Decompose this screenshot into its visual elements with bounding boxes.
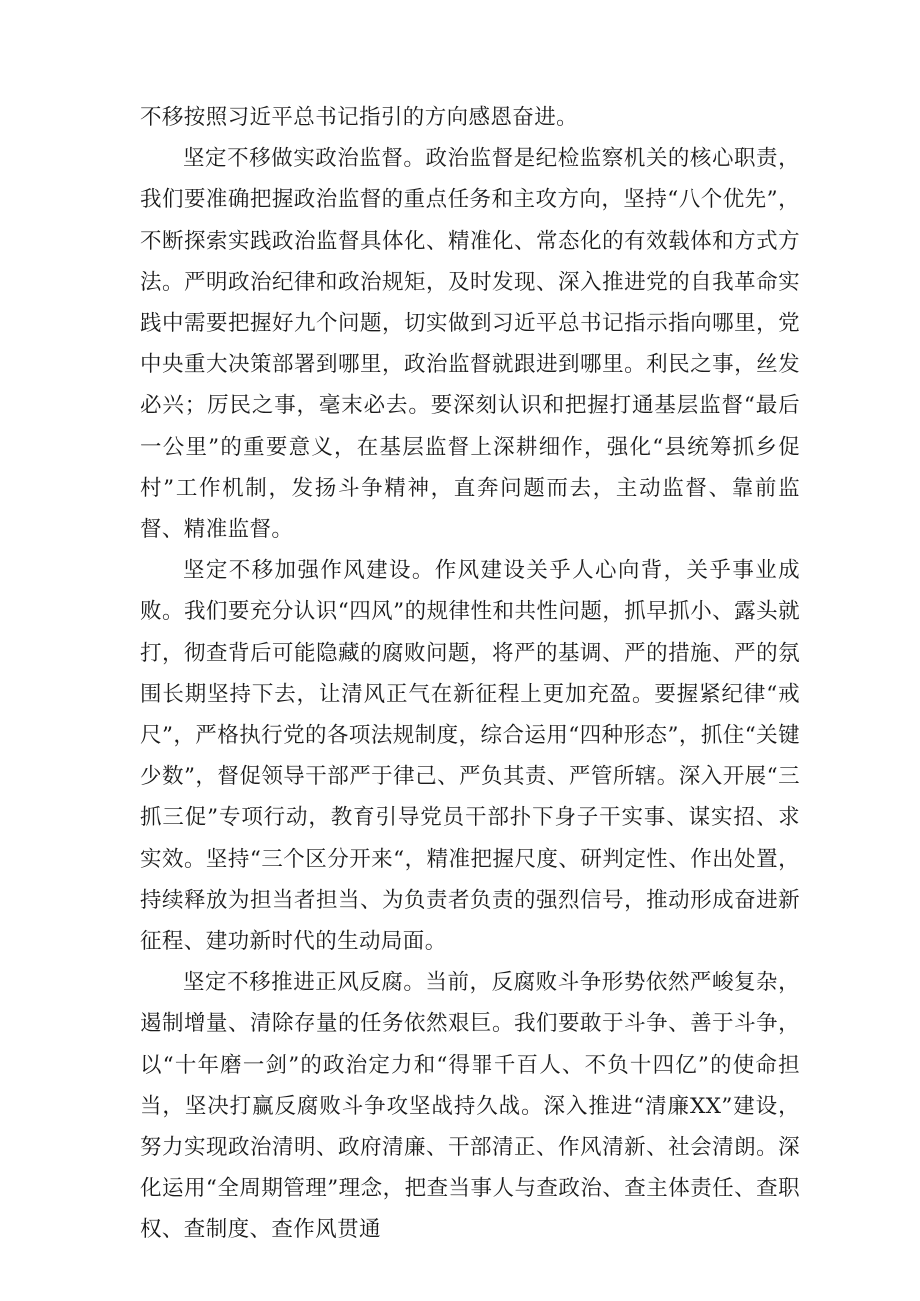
paragraph-political-supervision: 坚定不移做实政治监督。政治监督是纪检监察机关的核心职责，我们要准确把握政治监督的重点任务和主攻方向，坚持“八个优先”，不断探索实践政治监督具体化、精准化、常态化的有效载体和方式方法。严明政治纪律和政治规矩，及时发现、深入推进党的自我革命实践中需要把握好九个问题，切实做到习近平总书记指示指向哪里，党中央重大决策部署到哪里，政治监督就跟进到哪里。利民之事，丝发必兴；厉民之事，毫末必去。要深刻认识和把握打通基层监督“最后一公里”的重要意义，在基层监督上深耕细作，强化“县统筹抓乡促村”工作机制，发扬斗争精神，直奔问题而去，主动监督、靠前监督、精准监督。 <box>140 146 800 543</box>
paragraph-work-style: 坚定不移加强作风建设。作风建设关乎人心向背，关乎事业成败。我们要充分认识“四风”的规律性和共性问题，抓早抓小、露头就打，彻查背后可能隐藏的腐败问题，将严的基调、严的措施、严的氛围长期坚持下去，让清风正气在新征程上更加充盈。要握紧纪律“戒尺”，严格执行党的各项法规制度，综合运用“四种形态”，抓住“关键少数”，督促领导干部严于律己、严负其责、严管所辖。深入开展“三抓三促”专项行动，教育引导党员干部扑下身子干实事、谋实招、求实效。坚持“三个区分开来“，精准把握尺度、研判定性、作出处置，持续释放为担当者担当、为负责者负责的强烈信号，推动形成奋进新征程、建功新时代的生动局面。 <box>140 558 800 955</box>
paragraph-anti-corruption: 坚定不移推进正风反腐。当前，反腐败斗争形势依然严峻复杂，遏制增量、清除存量的任务依然艰巨。我们要敢于斗争、善于斗争，以“十年磨一剑”的政治定力和“得罪千百人、不负十四亿”的使命担当，坚决打赢反腐败斗争攻坚战持久战。深入推进“清廉XX”建设，努力实现政治清明、政府清廉、干部清正、作风清新、社会清朗。深化运用“全周期管理”理念，把查当事人与查政治、查主体责任、查职权、查制度、查作风贯通 <box>140 970 800 1243</box>
document-body <box>140 97 800 1251</box>
paragraph-continuation: 不移按照习近平总书记指引的方向感恩奋进。 <box>140 105 579 130</box>
